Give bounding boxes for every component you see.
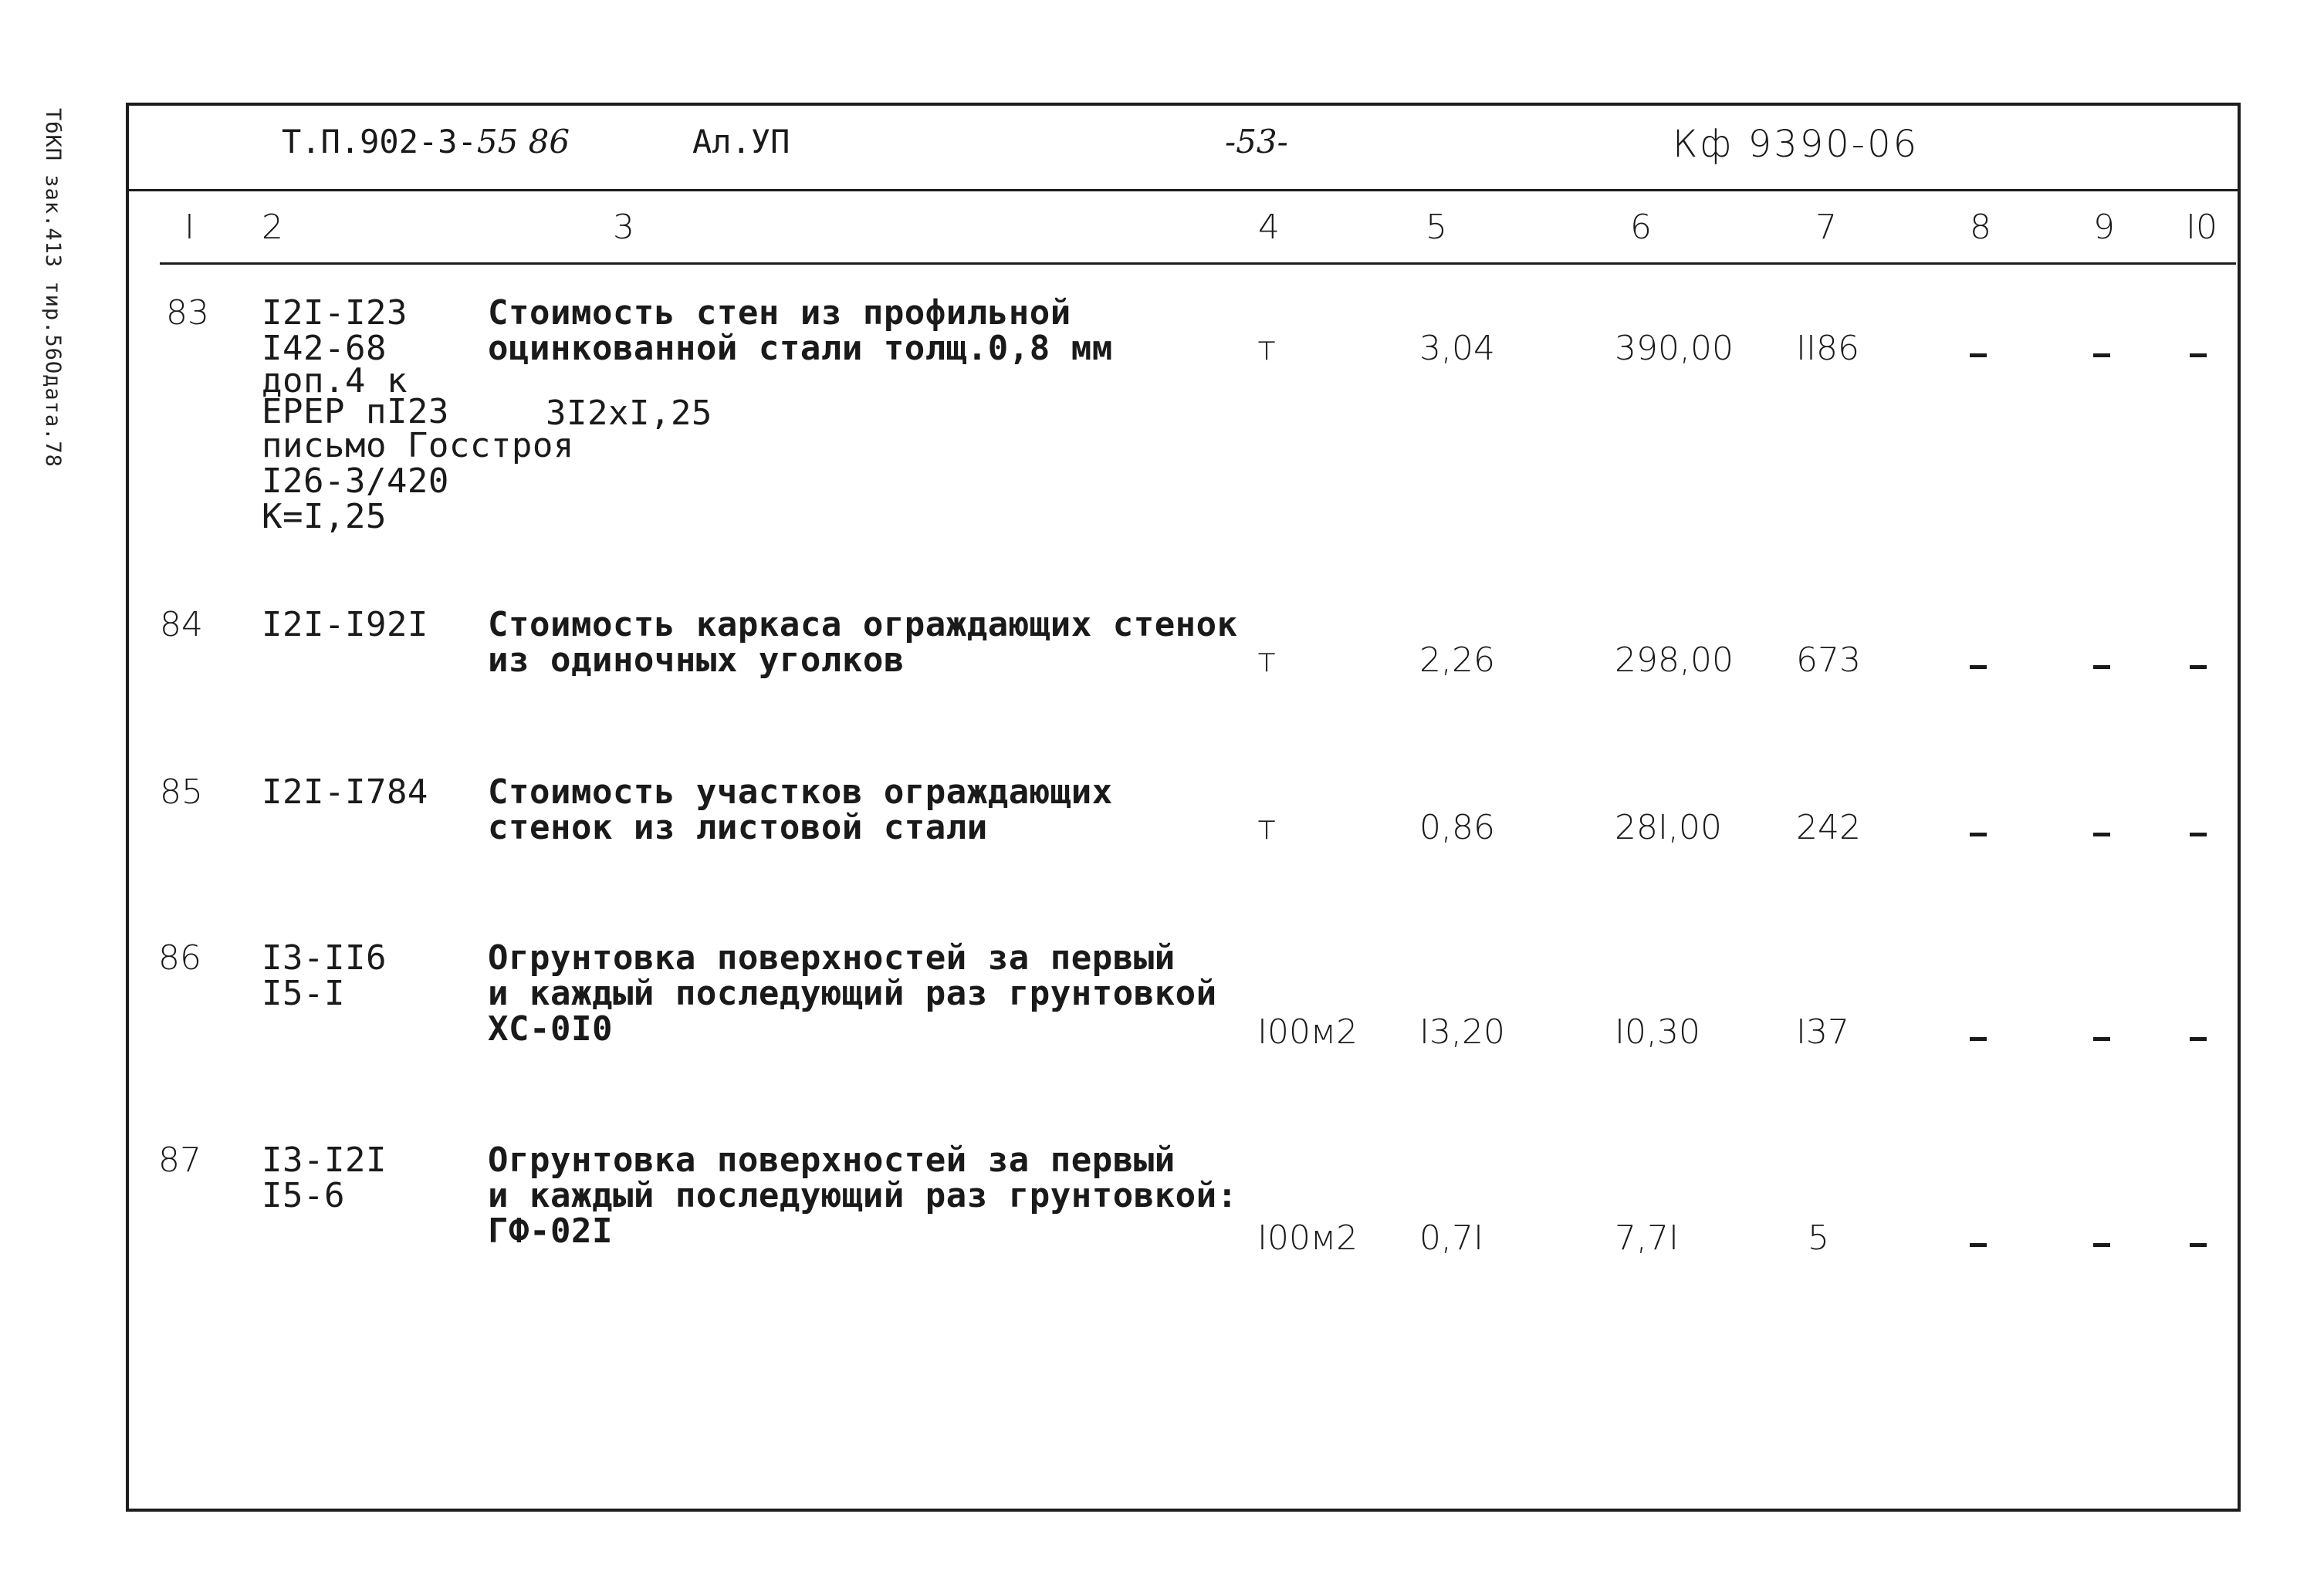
estimate-sheet: [126, 103, 2241, 1512]
row-col10-dash: [2190, 1243, 2207, 1247]
column-number-divider: [160, 262, 2236, 265]
col-number-6: 6: [1630, 208, 1652, 247]
row-description: Огрунтовка поверхностей за первый и каждый последующий раз грунтовкой: ГФ-02I: [488, 1140, 1238, 1251]
header-divider: [129, 189, 2238, 191]
row-col9-dash: [2093, 665, 2110, 669]
col-number-4: 4: [1258, 208, 1280, 247]
row-col9-dash: [2093, 833, 2110, 836]
row-col8-dash: [1970, 1243, 1987, 1247]
row-unit: I00м2: [1257, 1012, 1358, 1052]
row-codes: I3-II6 I5-I: [262, 938, 387, 1013]
row-col8-dash: [1970, 833, 1987, 836]
col-number-5: 5: [1426, 208, 1447, 247]
col-number-10: I0: [2186, 208, 2217, 247]
row-codes: I3-I2I I5-6: [262, 1140, 387, 1215]
row-col10-dash: [2190, 665, 2207, 669]
row-col9-dash: [2093, 1243, 2110, 1247]
col-number-1: I: [184, 208, 195, 247]
row-description: Стоимость каркаса ограждающих стенок из одиночных уголков: [488, 605, 1238, 680]
row-number: 85: [160, 772, 203, 812]
row-unit-price: 7,7I: [1615, 1218, 1679, 1258]
row-unit: т: [1257, 329, 1277, 368]
row-col8-dash: [1970, 353, 1987, 357]
row-quantity: 3,04: [1419, 329, 1495, 368]
row-number: 87: [158, 1140, 201, 1180]
row-calculation: 3I2хI,25: [546, 394, 712, 433]
row-codes: I2I-I784: [262, 772, 428, 812]
row-total: II86: [1796, 329, 1859, 368]
row-col10-dash: [2190, 833, 2207, 836]
row-description: Стоимость стен из профильной оцинкованной стали толщ.0,8 мм: [488, 293, 1113, 368]
row-description: Стоимость участков ограждающих стенок из листовой стали: [488, 772, 1113, 847]
row-unit: I00м2: [1257, 1218, 1358, 1258]
row-number: 86: [158, 938, 201, 978]
col-number-3: 3: [613, 208, 634, 247]
row-unit: т: [1257, 640, 1277, 680]
col-number-9: 9: [2093, 208, 2115, 247]
row-col9-dash: [2093, 353, 2110, 357]
row-quantity: 0,86: [1419, 808, 1495, 847]
row-unit: т: [1257, 808, 1277, 847]
row-codes: I2I-I92I: [262, 605, 428, 644]
row-col8-dash: [1970, 665, 1987, 669]
row-number: 83: [166, 293, 209, 333]
page-number: -53-: [1225, 123, 1288, 161]
col-number-7: 7: [1815, 208, 1837, 247]
row-quantity: 0,7I: [1419, 1218, 1483, 1258]
row-col10-dash: [2190, 353, 2207, 357]
row-total: 5: [1808, 1218, 1829, 1258]
row-number: 84: [160, 605, 203, 644]
row-col8-dash: [1970, 1037, 1987, 1041]
order-number: Кф 9390-06: [1673, 123, 1920, 166]
print-stamp: ТбКП зак.413 тир.56Одата.78: [41, 108, 65, 468]
row-quantity: I3,20: [1419, 1012, 1505, 1052]
row-codes: I2I-I23 I42-68 доп.4 к ЕРЕР пI23 письмо Госстроя I26-3/420 К=I,25: [262, 293, 574, 536]
album-number: Ал.УП: [692, 123, 790, 161]
row-col10-dash: [2190, 1037, 2207, 1041]
row-total: 673: [1796, 640, 1861, 680]
row-description: Огрунтовка поверхностей за первый и каждый последующий раз грунтовкой ХС-0I0: [488, 938, 1217, 1049]
row-col9-dash: [2093, 1037, 2110, 1041]
row-unit-price: 390,00: [1615, 329, 1734, 368]
project-code: Т.П.902-3-55 86: [282, 123, 570, 161]
row-unit-price: 298,00: [1615, 640, 1734, 680]
row-total: 242: [1796, 808, 1861, 847]
col-number-8: 8: [1970, 208, 1991, 247]
col-number-2: 2: [262, 208, 283, 247]
row-unit-price: 28I,00: [1615, 808, 1722, 847]
row-total: I37: [1796, 1012, 1849, 1052]
row-quantity: 2,26: [1419, 640, 1495, 680]
row-unit-price: I0,30: [1615, 1012, 1700, 1052]
